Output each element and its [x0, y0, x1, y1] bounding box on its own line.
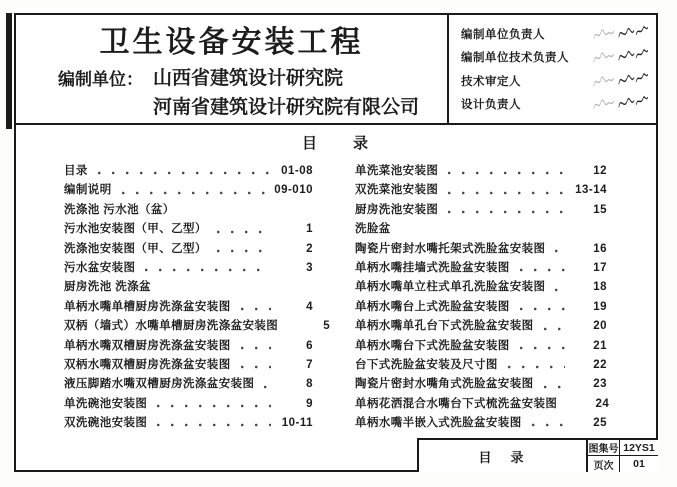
toc-entry-page: 9 — [306, 397, 313, 410]
dot-leader — [217, 228, 271, 236]
toc-row — [64, 414, 313, 433]
toc-row — [355, 375, 607, 394]
compiler-block — [16, 64, 447, 122]
toc-row — [64, 375, 313, 394]
dot-leader — [448, 189, 565, 197]
toc-entry-title: 双洗菜池安装图 — [355, 184, 439, 197]
toc-row — [355, 414, 607, 433]
scan-shadow-artifact — [6, 13, 12, 129]
dot-leader — [520, 266, 565, 274]
dot-leader — [555, 286, 565, 294]
page-no-label: 页次 — [588, 456, 620, 472]
toc-row — [355, 337, 607, 356]
toc-row — [64, 162, 313, 181]
toc-entry-title: 洗涤池安装图（甲、乙型） — [64, 242, 207, 255]
toc-entry-title: 单柄水嘴台下式洗脸盆安装图 — [355, 339, 510, 352]
toc-entry-title: 单柄水嘴单立柱式单孔洗脸盆安装图 — [355, 281, 546, 294]
toc-entry-page: 22 — [593, 358, 607, 371]
toc-entry-page: 21 — [593, 339, 607, 352]
signatory-label: 编制单位负责人 — [461, 28, 545, 41]
toc-column-left — [64, 162, 331, 433]
toc-row — [64, 220, 313, 239]
toc-entry-title: 双洗碗池安装图 — [64, 417, 148, 430]
toc-entry-page: 24 — [595, 397, 610, 410]
toc-row — [64, 259, 313, 278]
toc-row — [64, 317, 331, 336]
toc-heading: 目 录 — [301, 135, 370, 152]
toc-row — [355, 298, 607, 317]
atlas-no-value: 12YS1 — [620, 440, 658, 456]
toc-entry-title: 陶瓷片密封水嘴角式洗脸盆安装图 — [355, 378, 534, 391]
dot-leader — [241, 363, 271, 371]
header-title-area — [16, 15, 447, 123]
toc-entry-title: 污水池安装图（甲、乙型） — [64, 223, 207, 236]
toc-entry-page: 2 — [306, 242, 313, 255]
toc-entry-page: 09-010 — [274, 184, 313, 197]
toc-entry-title: 单柄水嘴双槽厨房洗涤盆安装图 — [64, 339, 231, 352]
compiler-label: 编制单位： — [58, 70, 143, 89]
toc-entry-page: 17 — [593, 261, 607, 274]
toc-entry-page: 13-14 — [575, 184, 607, 197]
toc-entry-page: 10-11 — [281, 417, 313, 430]
dot-leader — [448, 208, 565, 216]
toc-entry-title: 双柄（墙式）水嘴单槽厨房洗涤盆安装图 — [64, 320, 279, 333]
dot-leader — [532, 421, 565, 429]
signatory-row — [461, 46, 650, 69]
compiler-name-1: 山西省建筑设计研究院 — [153, 68, 344, 89]
toc-row — [355, 259, 607, 278]
dot-leader — [122, 189, 271, 197]
toc-row — [64, 181, 313, 200]
dot-leader — [520, 344, 565, 352]
toc-entry-page: 4 — [306, 300, 313, 313]
signatory-row — [461, 69, 650, 92]
toc-entry-title: 厨房洗池安装图 — [355, 203, 439, 216]
signature-scribble-icon — [592, 46, 650, 68]
dot-leader — [555, 247, 565, 255]
page-no-value: 01 — [633, 458, 645, 470]
toc-entry-title: 陶瓷片密封水嘴托架式洗脸盆安装图 — [355, 242, 546, 255]
toc-row — [64, 298, 313, 317]
toc-row — [355, 220, 607, 239]
toc-column-right — [355, 162, 610, 433]
toc-entry-page: 19 — [593, 300, 607, 313]
toc-row — [355, 278, 607, 297]
header-section — [16, 15, 656, 125]
toc-entry-page: 5 — [323, 320, 331, 333]
compiler-name-2: 河南省建筑设计研究院有限公司 — [153, 97, 420, 118]
toc-row — [355, 356, 607, 375]
toc-entry-page: 01-08 — [281, 165, 313, 177]
toc-entry-page: 18 — [593, 281, 607, 294]
toc-entry-title: 双柄水嘴双槽厨房洗涤盆安装图 — [64, 358, 231, 371]
toc-entry-page: 8 — [306, 378, 313, 391]
signatory-table — [447, 15, 656, 123]
toc-entry-title: 污水盆安装图 — [64, 261, 136, 274]
toc-entry-title: 单洗菜池安装图 — [355, 165, 439, 177]
dot-leader — [544, 325, 566, 333]
toc-row — [64, 395, 313, 414]
toc-entry-title: 编制说明 — [64, 184, 112, 197]
title-block-table — [586, 440, 658, 472]
dot-leader — [264, 383, 271, 391]
toc-entry-title: 液压脚踏水嘴双槽厨房洗涤盆安装图 — [64, 378, 255, 391]
dot-leader — [544, 383, 566, 391]
signatory-row — [461, 22, 650, 45]
document-page — [14, 13, 658, 472]
dot-leader — [508, 363, 565, 371]
toc-entry-title: 单柄水嘴单孔台下式洗脸盆安装图 — [355, 320, 534, 333]
toc-entry-title: 洗脸盆 — [355, 223, 391, 236]
toc-row — [355, 317, 607, 336]
toc-entry-page: 23 — [593, 378, 607, 391]
toc-entry-title: 目录 — [64, 165, 88, 177]
signatory-label: 技术审定人 — [461, 75, 521, 88]
toc-entry-title: 单柄花洒混合水嘴台下式梳洗盆安装图 — [355, 397, 558, 410]
toc-entry-title: 单柄水嘴单槽厨房洗涤盆安装图 — [64, 300, 231, 313]
toc-entry-title: 单洗碗池安装图 — [64, 397, 148, 410]
toc-row — [355, 201, 607, 220]
toc-row — [64, 337, 313, 356]
dot-leader — [448, 169, 565, 177]
toc-row — [64, 201, 313, 220]
atlas-no-label: 图集号 — [588, 440, 620, 456]
signatory-label: 编制单位技术负责人 — [461, 52, 569, 65]
toc-entry-title: 厨房洗池 洗涤盆 — [64, 281, 151, 294]
toc-row — [64, 240, 313, 259]
title-block — [417, 438, 658, 472]
toc-entry-page: 12 — [593, 165, 607, 177]
toc-entry-title: 台下式洗脸盆安装及尺寸图 — [355, 358, 498, 371]
toc-row — [64, 278, 313, 297]
toc-row — [355, 181, 607, 200]
page-title: 卫生设备安装工程 — [99, 26, 364, 59]
dot-leader — [98, 169, 271, 177]
title-block-caption: 目 录 — [478, 449, 527, 465]
toc-entry-page: 1 — [306, 223, 313, 236]
toc-row — [355, 240, 607, 259]
toc-entry-page: 6 — [306, 339, 313, 352]
dot-leader — [157, 421, 271, 429]
toc-entry-title: 单柄水嘴半嵌入式洗脸盆安装图 — [355, 417, 522, 430]
dot-leader — [520, 305, 565, 313]
compiler-names — [153, 64, 419, 122]
toc-entry-title: 单柄水嘴挂墙式洗脸盆安装图 — [355, 261, 510, 274]
toc-entry-title: 单柄水嘴台上式洗脸盆安装图 — [355, 300, 510, 313]
dot-leader — [241, 305, 271, 313]
toc-row — [355, 395, 610, 414]
toc-entry-page: 15 — [593, 203, 607, 216]
toc-entry-title: 洗涤池 污水池（盆） — [64, 203, 175, 216]
signature-scribble-icon — [592, 23, 650, 45]
toc-entry-page: 7 — [306, 358, 313, 371]
signature-scribble-icon — [592, 70, 650, 92]
toc-entry-page: 20 — [593, 320, 607, 333]
toc-entry-page: 25 — [593, 417, 607, 430]
dot-leader — [241, 344, 271, 352]
signatory-row — [461, 93, 650, 116]
signature-scribble-icon — [592, 93, 650, 115]
toc-entry-page: 3 — [306, 261, 313, 274]
toc-row — [64, 356, 313, 375]
toc-entry-page: 16 — [593, 242, 607, 255]
dot-leader — [157, 402, 271, 410]
toc-row — [355, 162, 607, 181]
signatory-label: 设计负责人 — [461, 99, 521, 112]
dot-leader — [217, 247, 271, 255]
dot-leader — [145, 266, 271, 274]
